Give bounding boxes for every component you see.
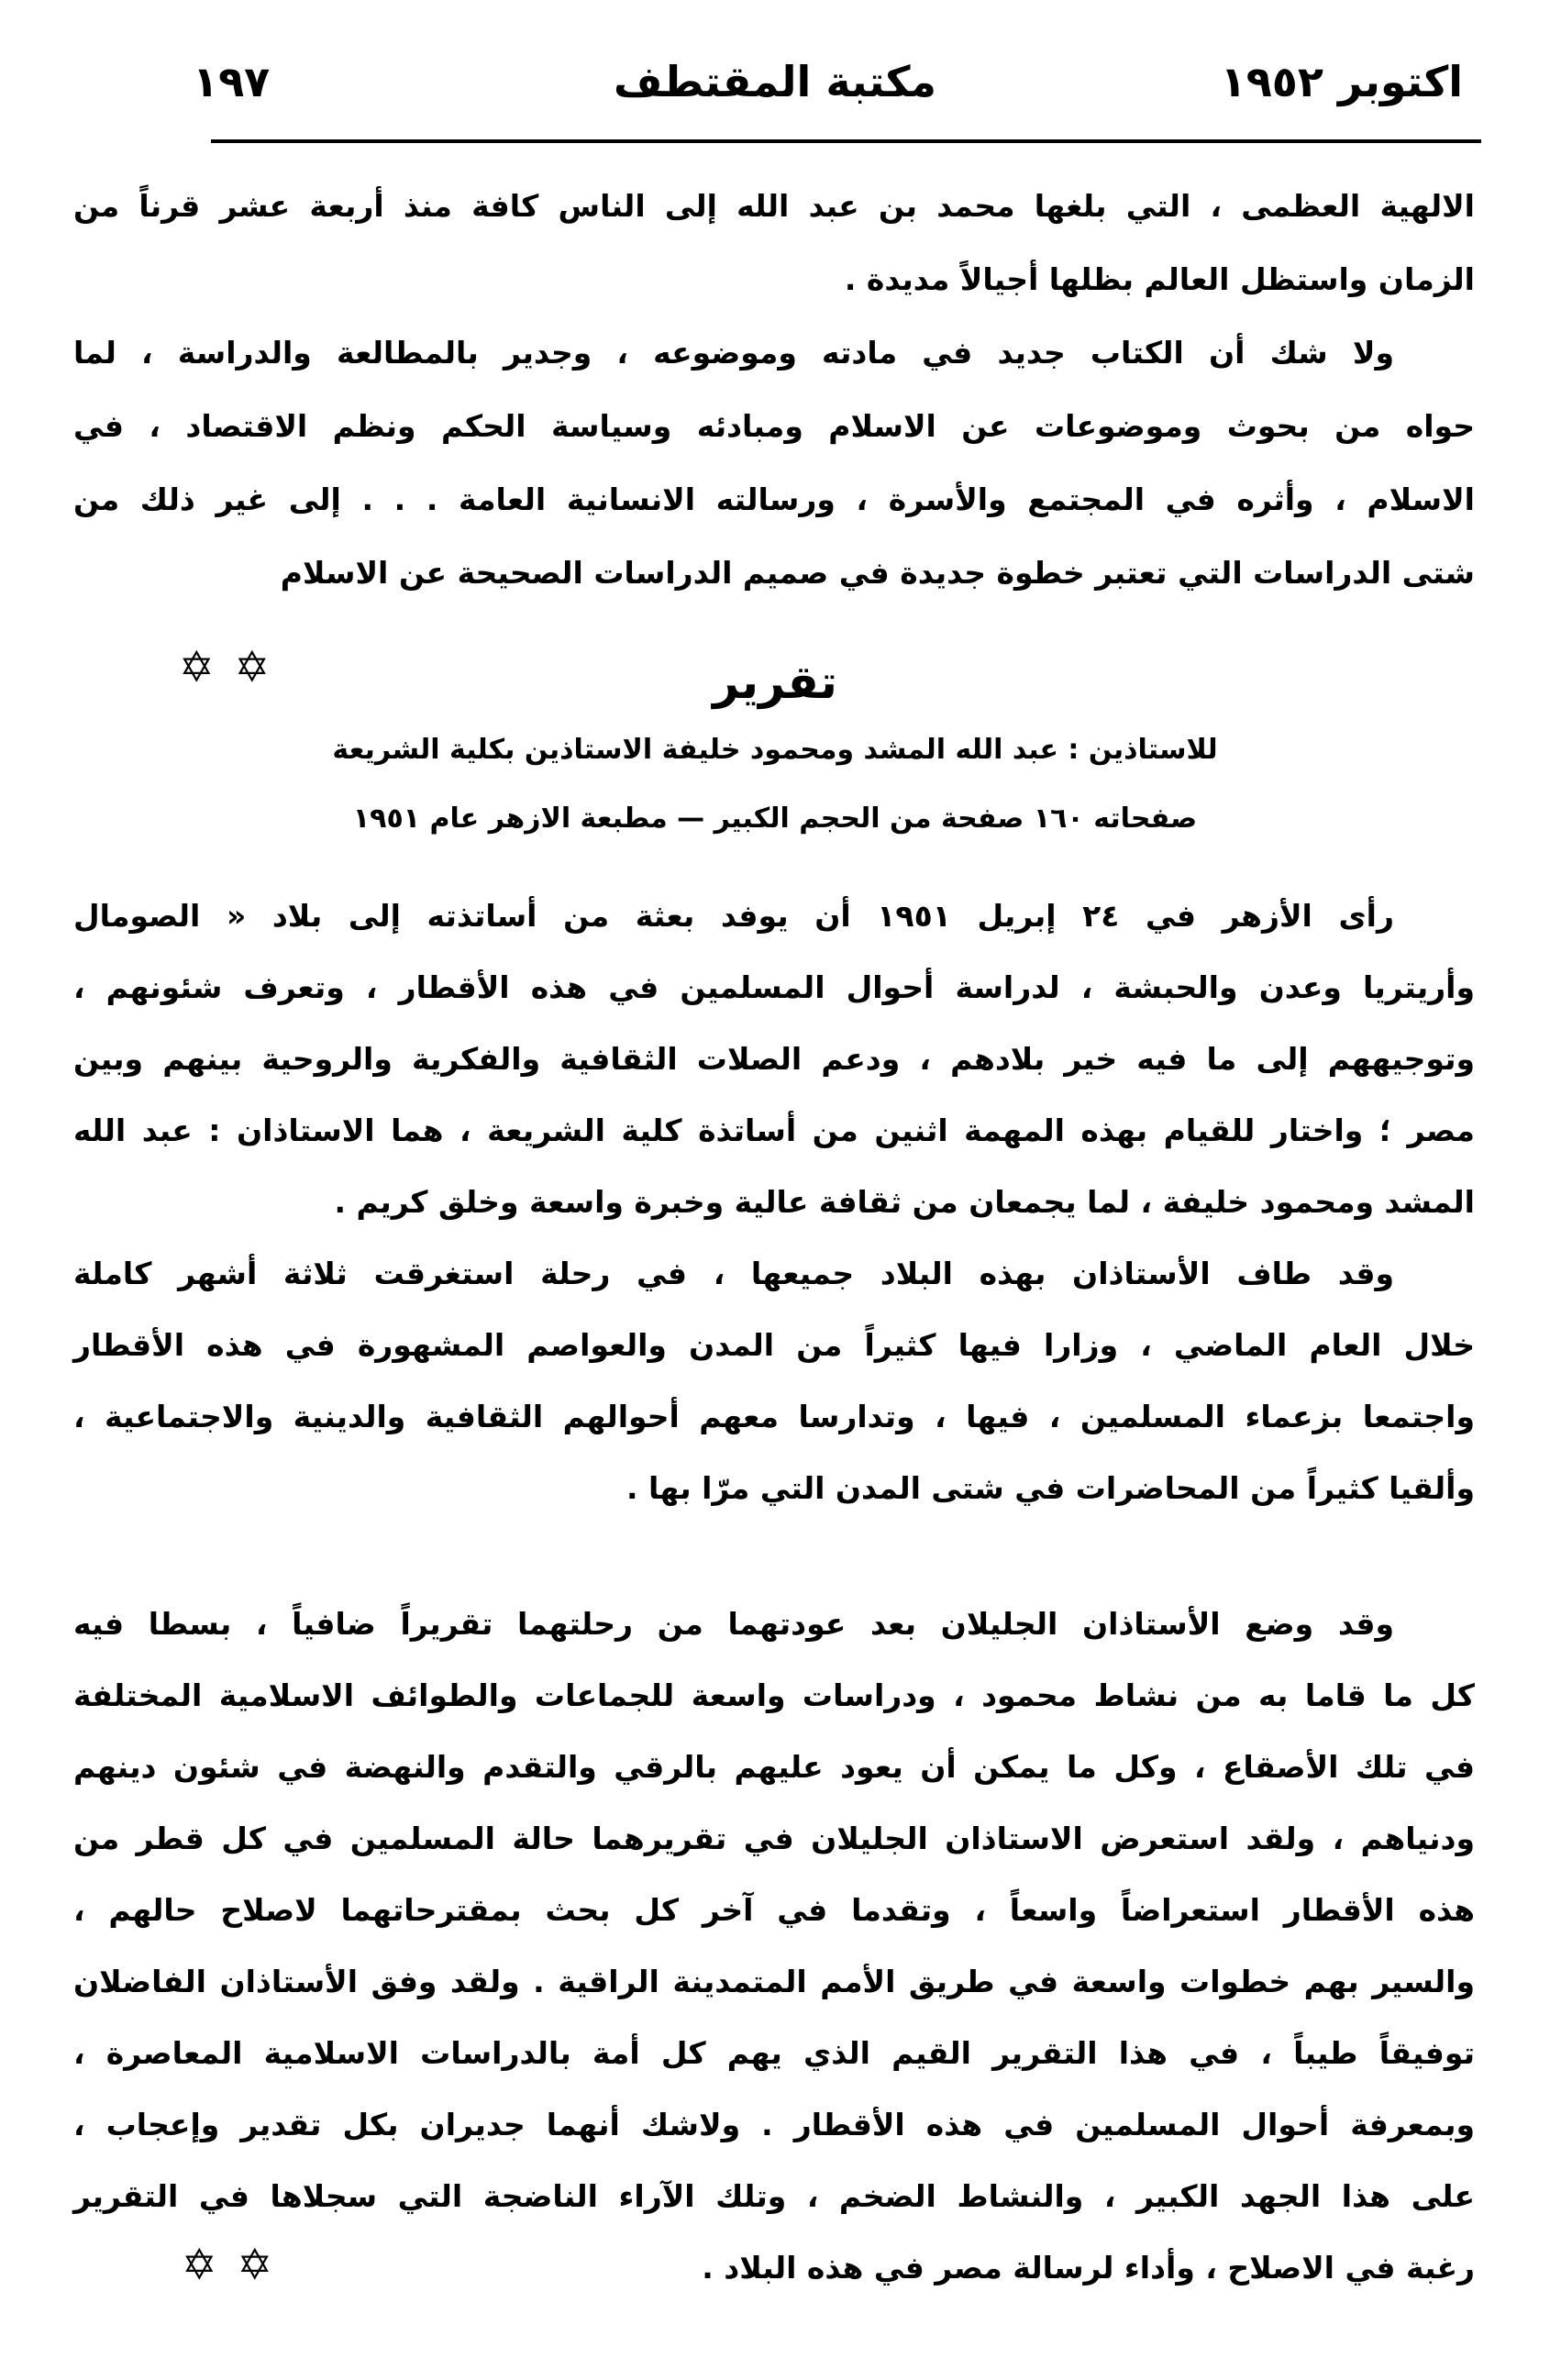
text-line: وقد طاف الأستاذان بهذه البلاد جميعها ، في رحلة استغرقت ثلاثة أشهر كاملة (73, 1256, 1394, 1291)
text-line: توفيقاً طيباً ، في هذا التقرير القيم الذي يهم كل أمة بالدراسات الاسلامية المعاصرة ، (73, 2035, 1475, 2071)
text-line: ودنياهم ، ولقد استعرض الاستاذان الجليلان في تقريرهما حالة المسلمين في كل قطر من (73, 1821, 1475, 1856)
text-line: مصر ؛ واختار للقيام بهذه المهمة اثنين من أساتذة كلية الشريعة ، هما الاستاذان : عبد الله (73, 1113, 1475, 1148)
text-line: في تلك الأصقاع ، وكل ما يمكن أن يعود عليهم بالرقي والتقدم والنهضة في شئون دينهم (73, 1749, 1475, 1785)
star-ornament-icon: ✡✡ (179, 642, 291, 692)
review-section (73, 880, 1475, 2289)
text-line: رغبة في الاصلاح ، وأداء لرسالة مصر في هذه البلاد . (702, 2250, 1475, 2286)
text-line: واجتمعا بزعماء المسلمين ، فيها ، وتدارسا معهم أحوالهم الثقافية والدينية والاجتماعية ، (73, 1399, 1475, 1434)
text-line: حواه من بحوث وموضوعات عن الاسلام ومبادئه وسياسة الحكم ونظم الاقتصاد ، في (73, 408, 1475, 444)
text-line: الزمان واستظل العالم بظلها أجيالاً مديدة . (844, 261, 1475, 297)
text-line: خلال العام الماضي ، وزارا فيها كثيراً من المدن والعواصم المشهورة في هذه الأقطار (73, 1327, 1475, 1363)
review-text-block (73, 880, 1475, 2304)
header-date: اكتوبر ١٩٥٢ (1220, 57, 1463, 106)
text-line: وبمعرفة أحوال المسلمين في هذه الأقطار . ولاشك أنهما جديران بكل تقدير وإعجاب ، (73, 2107, 1475, 2142)
text-line: وألقيا كثيراً من المحاضرات في شتى المدن التي مرّا بها . (626, 1470, 1475, 1506)
text-line: والسير بهم خطوات واسعة في طريق الأمم المتمدينة الراقية . ولقد وفق الأستاذان الفاضلان (73, 1964, 1475, 1999)
text-line: وأريتريا وعدن والحبشة ، لدراسة أحوال المسلمين في هذه الأقطار ، وتعرف شئونهم ، (73, 969, 1475, 1005)
header-rule (211, 139, 1481, 143)
text-line: كل ما قاما به من نشاط محمود ، ودراسات واسعة للجماعات والطوائف الاسلامية المختلفة (73, 1677, 1475, 1713)
text-line: وقد وضع الأستاذان الجليلان بعد عودتهما من رحلتهما تقريراً ضافياً ، بسطا فيه (73, 1606, 1394, 1642)
text-line: الالهية العظمى ، التي بلغها محمد بن عبد الله إلى الناس كافة منذ أربعة عشر قرناً من (73, 188, 1475, 224)
header-title: مكتبة المقتطف (613, 57, 937, 106)
review-authors: للاستاذين : عبد الله المشد ومحمود خليفة الاستاذين بكلية الشريعة (332, 734, 1218, 766)
text-line: وتوجيههم إلى ما فيه خير بلادهم ، ودعم الصلات الثقافية والفكرية والروحية بينهم وبين (73, 1041, 1475, 1077)
review-title: تقرير (713, 656, 837, 709)
text-line: رأى الأزهر في ٢٤ إبريل ١٩٥١ أن يوفد بعثة من أساتذته إلى بلاد « الصومال (73, 898, 1394, 934)
text-line: ولا شك أن الكتاب جديد في مادته وموضوعه ، وجدير بالمطالعة والدراسة ، لما (73, 335, 1394, 371)
review-details: صفحاته ١٦٠ صفحة من الحجم الكبير — مطبعة الازهر عام ١٩٥١ (352, 803, 1198, 835)
top-text-block (73, 170, 1475, 610)
star-ornament-end-icon: ✡✡ (182, 2240, 293, 2289)
text-line: المشد ومحمود خليفة ، لما يجمعان من ثقافة عالية وخبرة واسعة وخلق كريم . (334, 1184, 1475, 1220)
text-line: شتى الدراسات التي تعتبر خطوة جديدة في صميم الدراسات الصحيحة عن الاسلام (280, 555, 1475, 591)
page-number: ١٩٧ (193, 57, 271, 106)
text-line: الاسلام ، وأثره في المجتمع والأسرة ، ورسالته الانسانية العامة . . . إلى غير ذلك من (73, 482, 1475, 517)
text-line: هذه الأقطار استعراضاً واسعاً ، وتقدما في آخر كل بحث بمقترحاتهما لاصلاح حالهم ، (73, 1892, 1475, 1928)
text-line: على هذا الجهد الكبير ، والنشاط الضخم ، وتلك الآراء الناضجة التي سجلاها في التقرير (73, 2178, 1475, 2214)
